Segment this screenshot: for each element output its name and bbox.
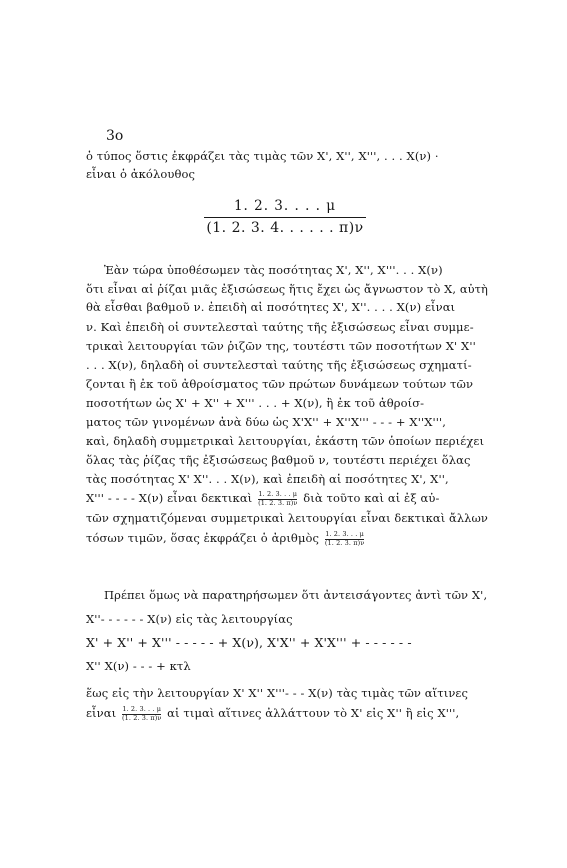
permutation-formula bbox=[200, 198, 370, 236]
inline-fraction-numerator: 1. 2. 3. . . μ bbox=[325, 530, 364, 538]
inline-fraction-denominator: (1. 2. 3. π)ν bbox=[258, 499, 298, 507]
inline-fraction bbox=[122, 706, 161, 722]
inline-fraction-numerator: 1. 2. 3. . . μ bbox=[258, 490, 298, 498]
inline-fraction bbox=[258, 491, 297, 507]
paragraph-line: ὅλας τὰς ῥίζας τῆς ἐξισώσεως βαθμοῦ ν, τουτέστι περιέχει ὅλας bbox=[86, 453, 471, 467]
paragraph-line-with-fraction bbox=[86, 706, 459, 722]
paragraph-line: τρικαὶ λειτουργίαι τῶν ῥιζῶν της, τουτέστι τῶν ποσοτήτων X' X'' bbox=[86, 339, 476, 353]
formula-denominator: (1. 2. 3. 4. . . . . . π)ν bbox=[206, 220, 364, 236]
paragraph-line: ἕως εἰς τὴν λειτουργίαν X' X'' X'''- - - X(ν) τὰς τιμὰς τῶν αἵτινες bbox=[86, 686, 469, 700]
paragraph-line: Πρέπει ὅμως νὰ παρατηρήσωμεν ὅτι ἀντεισάγοντες ἀντὶ τῶν X', bbox=[104, 588, 488, 602]
paragraph-line: ζονται ἢ ἐκ τοῦ ἀθροίσματος τῶν πρώτων δυνάμεων τούτων τῶν bbox=[86, 377, 474, 391]
inline-fraction bbox=[325, 531, 364, 547]
equation-line: X' + X'' + X''' - - - - - + X(ν), X'X'' + X'X''' + - - - - - - bbox=[86, 635, 412, 650]
paragraph-line: ποσοτήτων ὡς X' + X'' + X''' . . . + X(ν), ἢ ἐκ τοῦ ἀθροίσ- bbox=[86, 396, 425, 410]
inline-fraction-denominator: (1. 2. 3. π)ν bbox=[324, 539, 365, 547]
text-span: αἱ τιμαὶ αἵτινες ἀλλάττουν τὸ X' εἰς X'' ἢ εἰς X''', bbox=[167, 706, 460, 720]
paragraph-line: Ἐὰν τώρα ὑποθέσωμεν τὰς ποσότητας X', X'', X'''. . . X(ν) bbox=[104, 263, 443, 277]
paragraph-line-with-fraction bbox=[86, 531, 366, 547]
inline-fraction-denominator: (1. 2. 3. π)ν bbox=[122, 714, 162, 722]
paragraph-line: ματος τῶν γινομένων ἀνὰ δύω ὡς X'X'' + X''X''' - - - + X''X''', bbox=[86, 415, 447, 429]
paragraph-line: ν. Καὶ ἐπειδὴ οἱ συντελεσταὶ ταύτης τῆς ἐξισώσεως εἶναι συμμε- bbox=[86, 320, 474, 334]
paragraph-line: τῶν σχηματιζόμεναι συμμετρικαὶ λειτουργίαι εἶναι δεκτικαὶ ἄλλων bbox=[86, 511, 488, 525]
paragraph-line: καὶ, δηλαδὴ συμμετρικαὶ λειτουργίαι, ἑκάστη τῶν ὁποίων περιέχει bbox=[86, 434, 485, 448]
paragraph-line: ὅτι εἶναι αἱ ῥίζαι μιᾶς ἐξισώσεως ἥτις ἔχει ὡς ἄγνωστον τὸ X, αὐτὴ bbox=[86, 282, 488, 296]
text-span: τόσων τιμῶν, ὅσας ἐκφράζει ὁ ἀριθμὸς bbox=[86, 531, 320, 545]
formula-numerator: 1. 2. 3. . . . μ bbox=[233, 198, 337, 214]
page-number: 3o bbox=[106, 128, 124, 144]
text-span: εἶναι bbox=[86, 706, 117, 720]
text-span: X''' - - - - X(ν) εἶναι δεκτικαὶ bbox=[86, 491, 253, 505]
paragraph-line: τὰς ποσότητας X' X''. . . X(ν), καὶ ἐπειδὴ αἱ ποσότητες X', X'', bbox=[86, 472, 449, 486]
paragraph-line: X''- - - - - - X(ν) εἰς τὰς λειτουργίας bbox=[86, 612, 293, 626]
paragraph-line-with-fraction bbox=[86, 491, 439, 507]
paragraph-line: . . . X(ν), δηλαδὴ οἱ συντελεσταὶ ταύτης τῆς ἐξισώσεως σχηματί- bbox=[86, 358, 472, 372]
intro-line-2: εἶναι ὁ ἀκόλουθος bbox=[86, 167, 196, 181]
inline-fraction-numerator: 1. 2. 3. . . μ bbox=[122, 705, 162, 713]
fraction-bar bbox=[204, 217, 366, 218]
intro-line-1: ὁ τύπος ὅστις ἐκφράζει τὰς τιμὰς τῶν X', X'', X''', . . . X(ν) · bbox=[86, 149, 439, 163]
text-span: διὰ τοῦτο καὶ αἱ ἐξ αὐ- bbox=[303, 491, 440, 505]
equation-line: X'' X(ν) - - - + κτλ bbox=[86, 659, 191, 673]
paragraph-line: θὰ εἶσθαι βαθμοῦ ν. ἐπειδὴ αἱ ποσότητες X', X''. . . . X(ν) εἶναι bbox=[86, 300, 456, 314]
